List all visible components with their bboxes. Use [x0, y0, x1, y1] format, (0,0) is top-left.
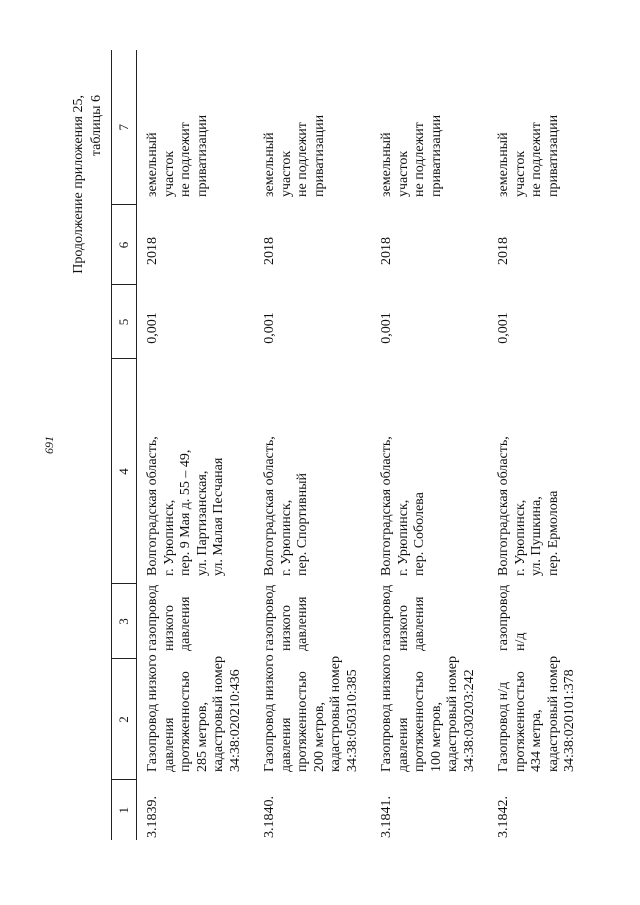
object-name-line: 100 метров, [428, 702, 444, 772]
object-address-line: Волгоградская область, [262, 436, 277, 576]
table-row [371, 50, 488, 840]
object-name-line: кадастровый номер [545, 656, 561, 772]
object-note-line: приватизации [545, 114, 561, 197]
object-type-line: давления [178, 596, 193, 651]
object-note-line: приватизации [311, 114, 327, 197]
object-note-line: приватизации [428, 114, 444, 197]
object-note-cell [254, 50, 371, 205]
object-name-cell [488, 656, 602, 780]
object-name-line: кадастровый номер [328, 656, 343, 772]
object-name-line: 200 метров, [311, 702, 327, 772]
object-address-line: Волгоградская область, [379, 436, 394, 576]
object-name-line: 34:38:030203:242 [461, 669, 477, 772]
table-body [137, 50, 603, 840]
object-type-line: газопровод [145, 584, 160, 651]
object-name-line: 34:38:020210:436 [227, 669, 243, 772]
object-note-line: не подлежит [178, 122, 193, 197]
object-note-line: земельный [262, 132, 277, 197]
object-type-cell [488, 584, 602, 659]
table-row [137, 50, 255, 840]
object-address-line: пер. Спортивный [295, 473, 310, 576]
object-type-line: низкого [395, 605, 411, 651]
table-row [488, 50, 602, 840]
object-address-line: ул. Партизанская, [194, 470, 210, 576]
object-note-line: земельный [145, 132, 160, 197]
object-name-cell [137, 654, 255, 780]
row-number-cell: 3.1841. [379, 796, 394, 838]
object-address-cell [488, 359, 602, 584]
row-number-cell: 3.1840. [262, 796, 277, 838]
object-name-line: протяженностью [512, 671, 528, 772]
object-type-line: низкого [278, 605, 294, 651]
object-address-line: ул. Пушкина, [529, 496, 544, 576]
continuation-line-1: Продолжение приложения 25, [71, 95, 86, 274]
object-address-line: г. Урюпинск, [395, 499, 411, 576]
object-name-line: давления [395, 717, 411, 772]
object-name-line: давления [278, 717, 294, 772]
object-year-cell: 2018 [496, 237, 511, 265]
object-type-cell [371, 584, 488, 659]
object-type-line: газопровод [262, 584, 277, 651]
object-address-cell [371, 359, 488, 584]
object-note-line: участок [161, 150, 177, 197]
object-year-cell: 2018 [379, 237, 394, 265]
object-name-line: кадастровый номер [211, 656, 226, 772]
object-type-line: низкого [161, 605, 177, 651]
object-address-line: пер. Соболева [412, 492, 427, 576]
object-year-cell: 2018 [145, 237, 160, 265]
column-header-3: 3 [112, 584, 137, 659]
object-note-line: земельный [379, 132, 394, 197]
object-type-line: н/д [512, 632, 528, 651]
object-note-line: участок [278, 150, 294, 197]
object-address-line: Волгоградская область, [496, 436, 511, 576]
object-name-line: протяженностью [412, 671, 427, 772]
object-area-cell: 0,001 [145, 312, 160, 344]
registry-table [111, 50, 602, 840]
column-header-7: 7 [112, 50, 137, 205]
column-header-5: 5 [112, 285, 137, 359]
object-type-cell [137, 584, 255, 659]
object-name-cell [254, 654, 371, 780]
continuation-line-2: таблицы 6 [89, 95, 104, 157]
object-type-line: газопровод [496, 584, 511, 651]
header-row [112, 50, 137, 840]
object-name-cell [371, 654, 488, 780]
object-address-line: ул. Малая Песчаная [211, 457, 226, 576]
object-name-line: давления [161, 717, 177, 772]
object-name-line: Газопровод низкого [145, 654, 160, 772]
object-note-cell [371, 50, 488, 205]
object-note-line: не подлежит [295, 122, 310, 197]
object-address-cell [254, 359, 371, 584]
object-name-line: протяженностью [295, 671, 310, 772]
object-year-cell: 2018 [262, 237, 277, 265]
object-note-line: не подлежит [412, 122, 427, 197]
object-type-cell [254, 584, 371, 659]
object-area-cell: 0,001 [379, 312, 394, 344]
continuation-note [70, 95, 106, 274]
object-name-line: протяженностью [178, 671, 193, 772]
object-note-line: земельный [496, 132, 511, 197]
object-address-cell [137, 359, 255, 584]
object-address-line: г. Урюпинск, [161, 499, 177, 576]
object-name-line: Газопровод н/д [496, 681, 511, 772]
column-header-1: 1 [112, 780, 137, 840]
object-address-line: пер. Ермолова [545, 490, 561, 576]
object-note-line: приватизации [194, 114, 210, 197]
object-name-line: 434 метра, [529, 709, 544, 772]
object-area-cell: 0,001 [262, 312, 277, 344]
row-number-cell: 3.1842. [496, 796, 511, 838]
object-note-line: участок [512, 150, 528, 197]
page-number: 691 [42, 436, 56, 454]
object-name-line: 34:38:020101:378 [562, 669, 577, 772]
column-header-2: 2 [112, 659, 137, 780]
object-name-line: Газопровод низкого [379, 654, 394, 772]
column-header-6: 6 [112, 205, 137, 285]
row-number-cell: 3.1839. [145, 796, 160, 838]
object-address-line: Волгоградская область, [145, 436, 160, 576]
object-area-cell: 0,001 [496, 312, 511, 344]
object-note-cell [137, 50, 255, 205]
object-note-line: участок [395, 150, 411, 197]
object-address-line: г. Урюпинск, [278, 499, 294, 576]
object-name-line: кадастровый номер [445, 656, 460, 772]
object-type-line: газопровод [379, 584, 394, 651]
object-name-line: 285 метров, [194, 702, 210, 772]
object-address-line: г. Урюпинск, [512, 499, 528, 576]
column-header-4: 4 [112, 359, 137, 584]
object-address-line: пер. 9 Мая д. 55 – 49, [178, 449, 193, 576]
object-name-line: 34:38:050310:385 [344, 669, 360, 772]
object-type-line: давления [412, 596, 427, 651]
table-row [254, 50, 371, 840]
object-note-cell [488, 50, 602, 205]
object-name-line: Газопровод низкого [262, 654, 277, 772]
object-type-line: давления [295, 596, 310, 651]
object-note-line: не подлежит [529, 122, 544, 197]
